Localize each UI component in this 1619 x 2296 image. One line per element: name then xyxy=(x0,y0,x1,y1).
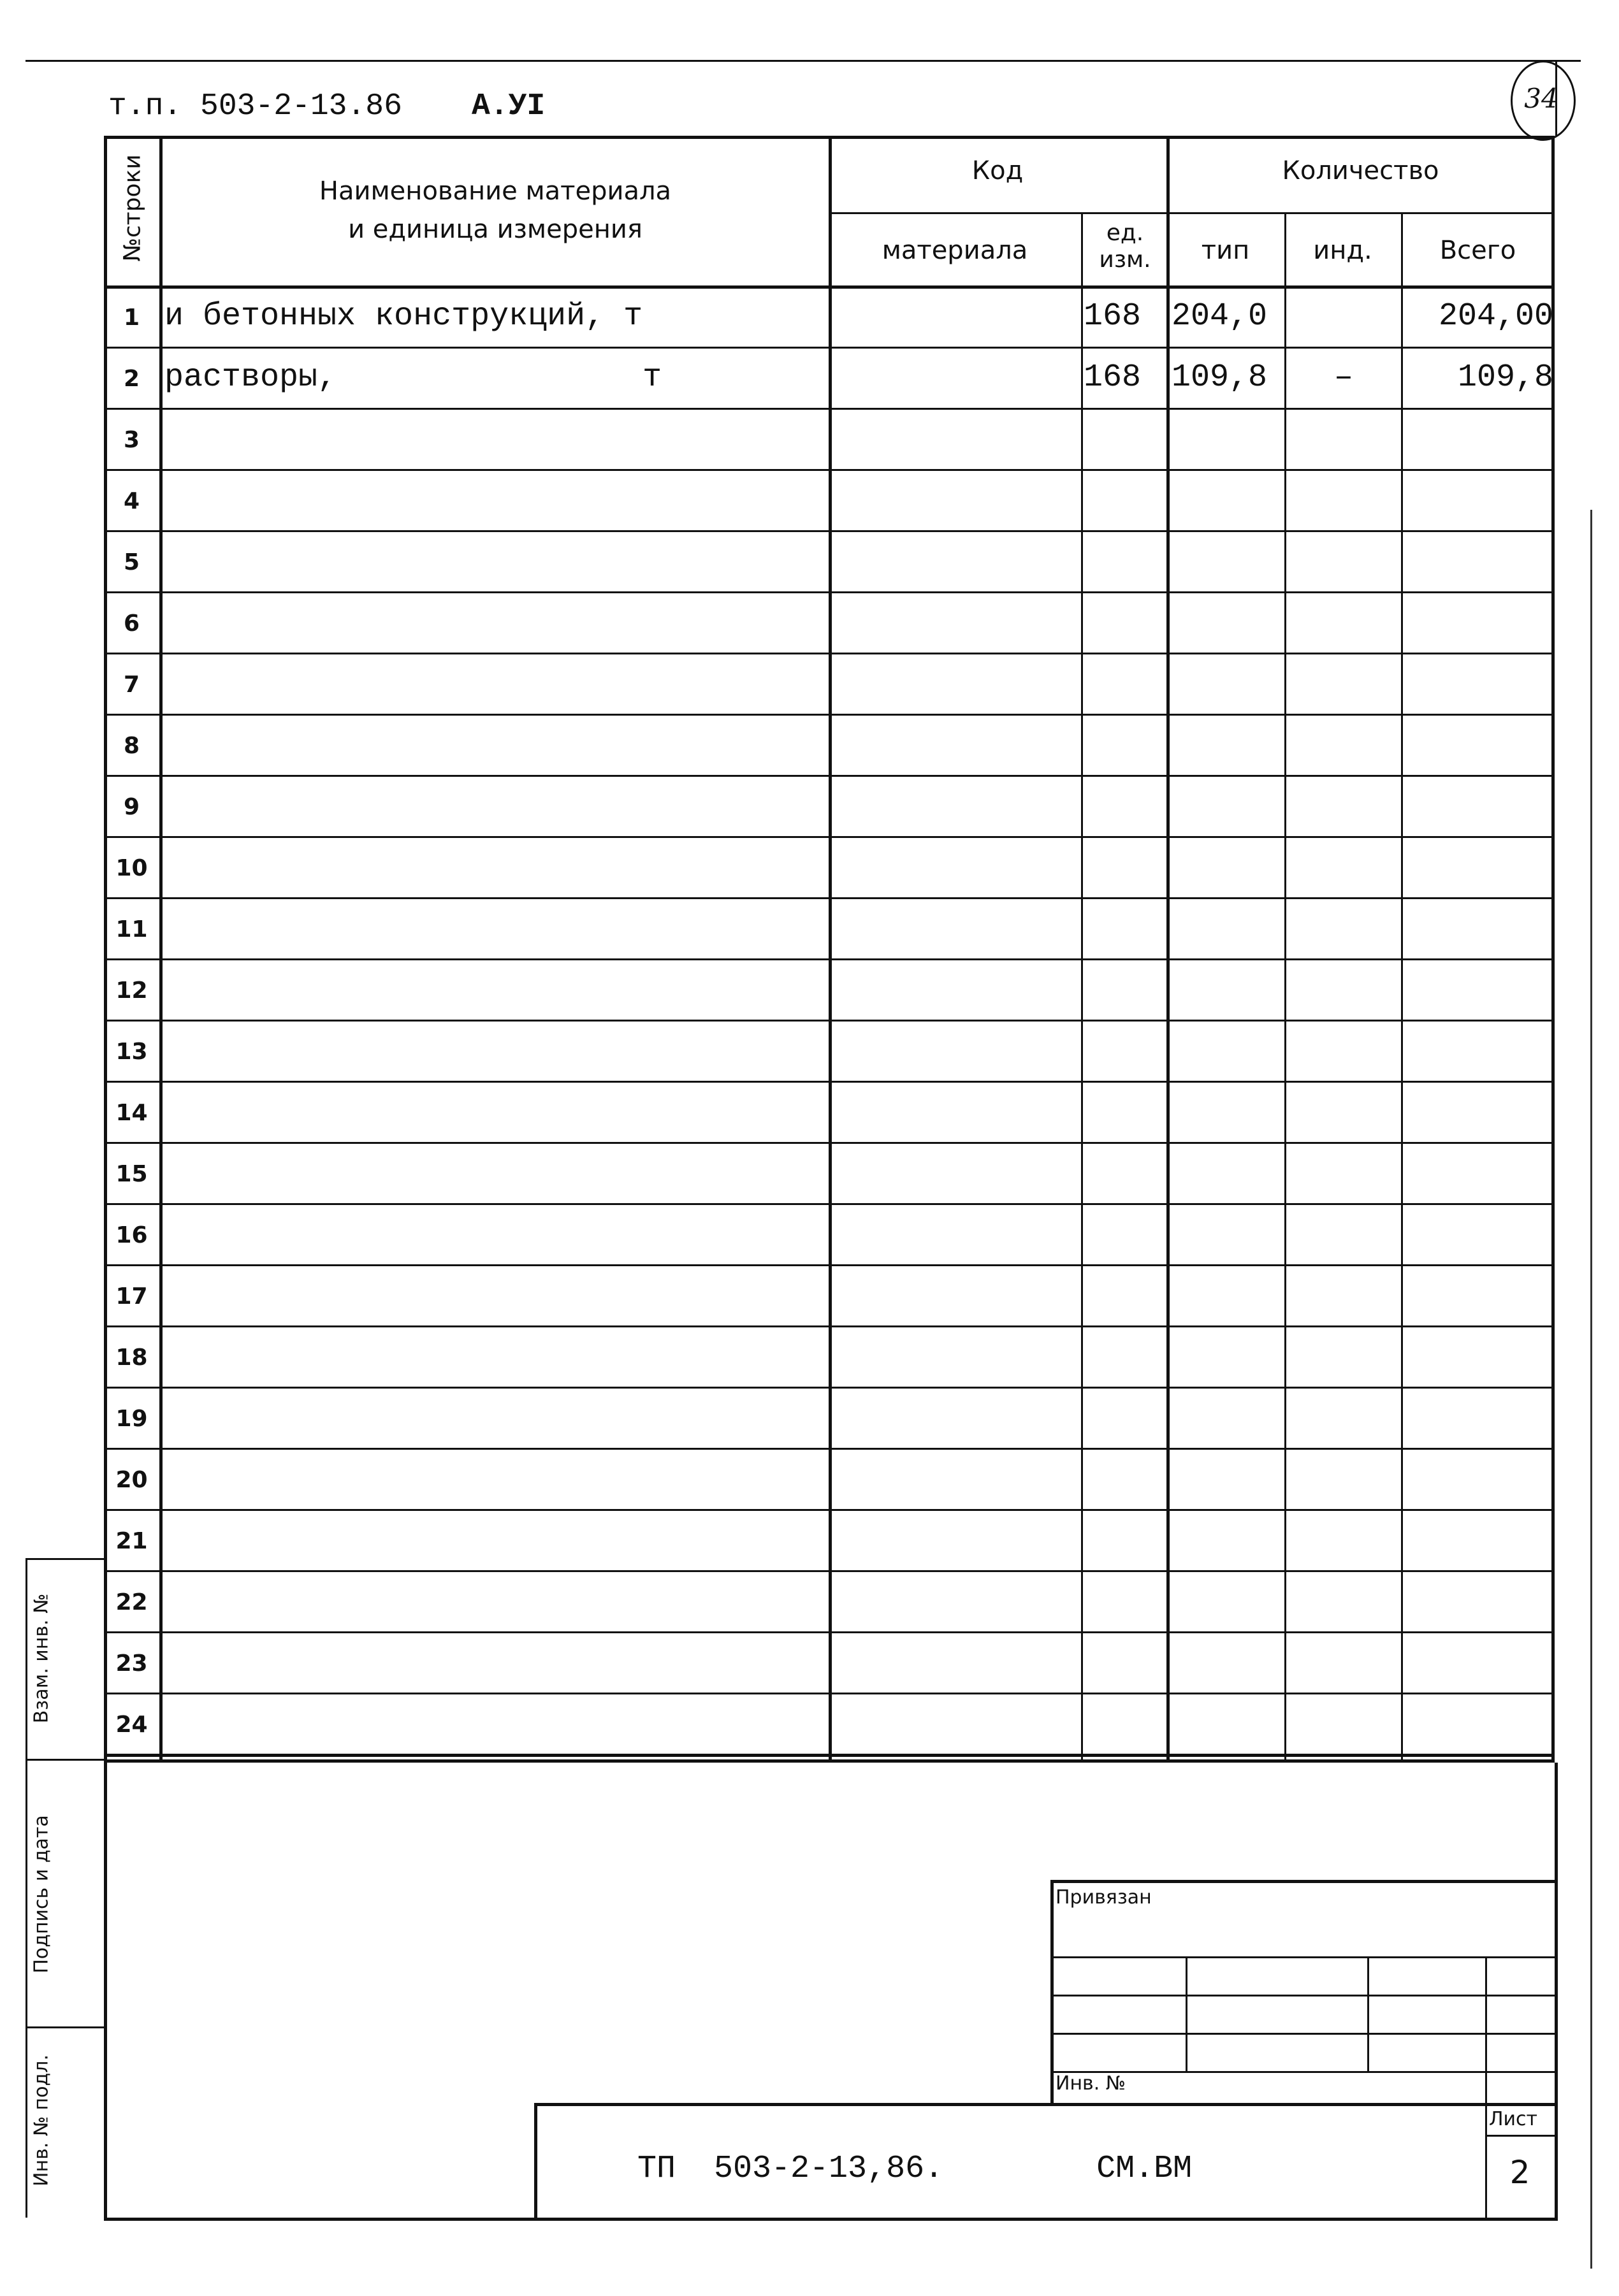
header-quantity: Количество xyxy=(1282,156,1439,185)
cell-type: 204,0 xyxy=(1172,298,1268,335)
titleblock-top xyxy=(1050,1880,1555,1883)
row-number: 9 xyxy=(123,794,140,820)
row-number: 5 xyxy=(123,549,140,575)
col-divider-type xyxy=(1284,213,1286,1763)
frame-bottom xyxy=(104,2218,1558,2221)
row-number: 18 xyxy=(115,1345,148,1371)
titleblock-vdiv-2 xyxy=(1367,1956,1369,2071)
row-rule xyxy=(104,1325,1555,1327)
row-rule xyxy=(104,1142,1555,1144)
row-number: 20 xyxy=(115,1467,148,1493)
row-number: 21 xyxy=(115,1528,148,1554)
row-number: 10 xyxy=(115,855,148,881)
side-stamp-top xyxy=(25,1558,104,1560)
titleblock-line-3 xyxy=(1050,2033,1555,2035)
titleblock-line-2 xyxy=(1050,1995,1555,1996)
side-stamp-div-1 xyxy=(25,1759,104,1761)
row-number: 14 xyxy=(115,1100,148,1126)
frame-right xyxy=(1555,1763,1558,2218)
designation-code: ТП 503-2-13,86. СМ.ВМ xyxy=(637,2151,1193,2187)
titleblock-left xyxy=(1050,1880,1054,2103)
row-rule xyxy=(104,1509,1555,1511)
row-rule xyxy=(104,958,1555,960)
side-stamp-podpis: Подпись и дата xyxy=(30,1815,53,1974)
designation-left xyxy=(534,2103,537,2218)
row-rule xyxy=(104,347,1555,349)
row-rule xyxy=(104,653,1555,654)
side-stamp-inv-podl: Инв. № подл. xyxy=(30,2054,53,2186)
row-number: 1 xyxy=(123,305,140,331)
header-bottom-line xyxy=(104,285,1555,289)
row-rule xyxy=(104,591,1555,593)
page-mark: 34 xyxy=(1524,83,1558,114)
frame-right-top-edge xyxy=(1555,60,1557,136)
album-label: А.УI xyxy=(472,89,546,124)
cell-name: растворы, т xyxy=(164,359,662,396)
row-number: 13 xyxy=(115,1039,148,1065)
col-divider-ind xyxy=(1401,213,1403,1763)
inv-no-label: Инв. № xyxy=(1056,2072,1126,2095)
row-number: 11 xyxy=(115,916,148,942)
col-divider-code xyxy=(1166,136,1170,1763)
frame-left xyxy=(104,1763,107,2218)
row-rule xyxy=(104,1264,1555,1266)
designation-top xyxy=(534,2103,1555,2106)
side-stamp-vzam: Взам. инв. № xyxy=(30,1593,53,1724)
cell-total: 109,8 xyxy=(1457,359,1553,396)
row-number: 8 xyxy=(123,733,140,759)
cell-ind: – xyxy=(1333,359,1353,396)
row-rule xyxy=(104,1387,1555,1389)
row-number: 4 xyxy=(123,488,140,514)
titleblock-vdiv-1 xyxy=(1186,1956,1187,2071)
row-rule xyxy=(104,775,1555,777)
col-divider-material xyxy=(1081,213,1083,1763)
row-rule xyxy=(104,408,1555,410)
cell-unit: 168 xyxy=(1084,298,1142,335)
header-split-line xyxy=(829,212,1555,214)
list-divider xyxy=(1485,2135,1555,2137)
cell-total: 204,00 xyxy=(1438,298,1553,335)
header-code-unit: ед. изм. xyxy=(1099,220,1151,273)
row-number: 24 xyxy=(115,1712,148,1738)
row-rule xyxy=(104,1570,1555,1572)
row-rule xyxy=(104,1693,1555,1694)
row-number: 3 xyxy=(123,427,140,453)
header-quantity-type: тип xyxy=(1201,236,1250,265)
row-number: 2 xyxy=(123,366,140,392)
row-rule xyxy=(104,897,1555,899)
page-top-rule xyxy=(25,60,1581,62)
header-name: Наименование материала и единица измерения xyxy=(319,177,672,244)
row-number: 19 xyxy=(115,1406,148,1432)
row-rule xyxy=(104,1203,1555,1205)
side-stamp-outer-line xyxy=(25,1558,27,2218)
header-row-number: №строки xyxy=(119,154,146,262)
header-code: Код xyxy=(971,156,1024,185)
row-rule xyxy=(104,469,1555,471)
row-number: 6 xyxy=(123,610,140,637)
cell-unit: 168 xyxy=(1084,359,1142,396)
list-number: 2 xyxy=(1509,2154,1530,2191)
row-rule xyxy=(104,836,1555,838)
cell-name: и бетонных конструкций, т xyxy=(164,298,643,335)
row-number: 22 xyxy=(115,1589,148,1615)
row-number: 23 xyxy=(115,1650,148,1677)
row-rule xyxy=(104,1631,1555,1633)
cell-type: 109,8 xyxy=(1172,359,1268,396)
col-divider-name xyxy=(829,136,832,1763)
list-label: Лист xyxy=(1489,2108,1538,2130)
header-quantity-ind: инд. xyxy=(1313,236,1372,265)
scan-edge-line xyxy=(1590,510,1592,2269)
privyazan-label: Привязан xyxy=(1056,1886,1152,1909)
row-number: 17 xyxy=(115,1283,148,1310)
row-rule xyxy=(104,714,1555,716)
row-number: 12 xyxy=(115,978,148,1004)
row-rule xyxy=(104,1081,1555,1083)
row-rule xyxy=(104,1754,1555,1757)
titleblock-line-4 xyxy=(1050,2071,1555,2073)
row-number: 15 xyxy=(115,1161,148,1187)
titleblock-line-1 xyxy=(1050,1956,1555,1958)
header-quantity-total: Всего xyxy=(1439,236,1516,265)
row-rule xyxy=(104,1448,1555,1450)
doc-reference: т.п. 503-2-13.86 xyxy=(108,89,402,124)
header-code-material: материала xyxy=(882,236,1028,265)
row-number: 7 xyxy=(123,672,140,698)
col-divider-rowno xyxy=(159,136,163,1763)
row-number: 16 xyxy=(115,1222,148,1248)
row-rule xyxy=(104,1020,1555,1022)
row-rule xyxy=(104,530,1555,532)
